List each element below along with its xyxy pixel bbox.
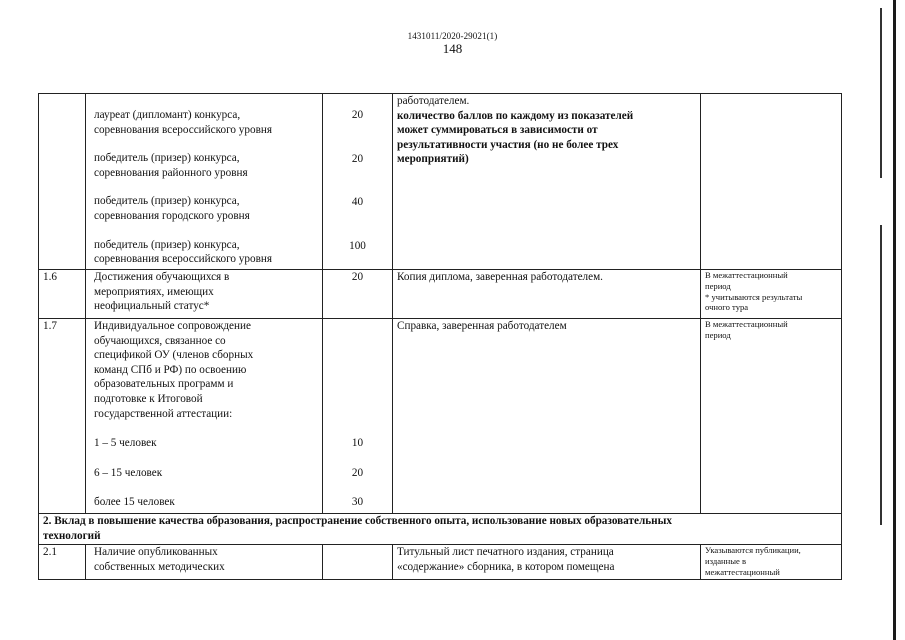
points-value: 100 <box>349 239 366 252</box>
note-cell <box>701 319 842 514</box>
confirmation-text: «содержание» сборника, в котором помещена <box>397 560 615 573</box>
section-heading-text: технологий <box>43 529 101 542</box>
criterion-cell <box>86 545 323 580</box>
criterion-text: государственной аттестации: <box>94 407 233 420</box>
points-value: 20 <box>351 466 364 479</box>
option-label: более 15 человек <box>94 496 175 509</box>
section-heading-row <box>39 514 842 545</box>
table-row <box>39 319 842 514</box>
criterion-cell <box>86 319 323 514</box>
note-cell <box>701 545 842 580</box>
confirmation-text: работодателем. <box>397 95 470 107</box>
entry-line: соревнования городского уровня <box>94 209 250 222</box>
note-text: очного тура <box>705 302 749 313</box>
entry-line: победитель (призер) конкурса, <box>94 152 240 165</box>
document-code: 1431011/2020-29021(1) <box>407 31 498 41</box>
entry-line: соревнования районного уровня <box>94 166 248 179</box>
criterion-text: образовательных программ и <box>94 378 234 391</box>
criterion-text: обучающихся, связанное со <box>94 334 226 347</box>
criterion-text: мероприятиях, имеющих <box>94 285 214 298</box>
confirmation-bold-text: может суммироваться в зависимости от <box>397 124 598 137</box>
note-text: В межаттестационный <box>705 319 788 329</box>
criterion-text: Индивидуальное сопровождение <box>94 320 251 332</box>
note-cell <box>701 94 842 270</box>
points-value: 20 <box>323 270 393 319</box>
entry-line: победитель (призер) конкурса, <box>94 195 240 208</box>
points-value: 10 <box>351 437 364 449</box>
option-label: 1 – 5 человек <box>94 437 157 450</box>
table-row <box>39 545 842 580</box>
section-heading-text: 2. Вклад в повышение качества образования, распространение собственного опыта, использование новых образовательных <box>43 515 672 527</box>
note-text: изданные в <box>705 555 747 566</box>
confirmation-text: Справка, заверенная работодателем <box>393 319 701 514</box>
confirmation-bold-text: результативности участия (но не более трех <box>397 138 619 151</box>
confirmation-cell <box>393 94 701 270</box>
row-number: 2.1 <box>39 545 86 580</box>
note-cell <box>701 270 842 319</box>
row-number: 1.7 <box>39 319 86 514</box>
criterion-cell <box>86 94 323 270</box>
row-number-cell <box>39 94 86 270</box>
scan-edge-line <box>893 0 896 640</box>
criteria-table <box>38 93 842 580</box>
criterion-text: собственных методических <box>94 560 225 573</box>
points-cell <box>323 94 393 270</box>
option-label: 6 – 15 человек <box>94 466 163 479</box>
confirmation-bold-text: количество баллов по каждому из показателей <box>397 109 634 122</box>
points-value: 30 <box>351 496 364 509</box>
confirmation-text: Титульный лист печатного издания, страница <box>397 546 614 558</box>
note-text: период <box>705 329 731 340</box>
confirmation-bold-text: мероприятий) <box>397 153 469 166</box>
points-cell <box>323 319 393 514</box>
criterion-text: неофициальный статус* <box>94 300 210 313</box>
confirmation-text: Копия диплома, заверенная работодателем. <box>393 270 701 319</box>
points-value: 20 <box>351 109 364 121</box>
note-text: Указываются публикации, <box>705 545 801 555</box>
criterion-text: Наличие опубликованных <box>94 546 218 558</box>
entry-line: победитель (призер) конкурса, <box>94 238 240 251</box>
confirmation-cell <box>393 545 701 580</box>
criterion-text: Достижения обучающихся в <box>94 271 230 283</box>
scan-edge-mark <box>880 225 882 525</box>
criterion-text: подготовке к Итоговой <box>94 392 203 405</box>
points-value <box>323 545 393 580</box>
entry-line: соревнования всероссийского уровня <box>94 123 272 136</box>
section-heading <box>39 514 842 545</box>
note-text: межаттестационный <box>705 566 780 577</box>
points-value: 40 <box>351 196 364 209</box>
table-row <box>39 94 842 270</box>
criterion-text: спецификой ОУ (членов сборных <box>94 349 254 362</box>
table-row <box>39 270 842 319</box>
points-value: 20 <box>351 152 364 165</box>
note-text: * учитываются результаты <box>705 291 803 302</box>
page-number: 148 <box>442 41 463 56</box>
entry-line: соревнования всероссийского уровня <box>94 253 272 266</box>
row-number: 1.6 <box>39 270 86 319</box>
criterion-cell <box>86 270 323 319</box>
note-text: период <box>705 280 731 291</box>
entry-line: лауреат (дипломант) конкурса, <box>94 109 241 121</box>
note-text: В межаттестационный <box>705 270 788 280</box>
scan-edge-mark <box>880 8 882 178</box>
criterion-text: команд СПб и РФ) по освоению <box>94 363 247 376</box>
